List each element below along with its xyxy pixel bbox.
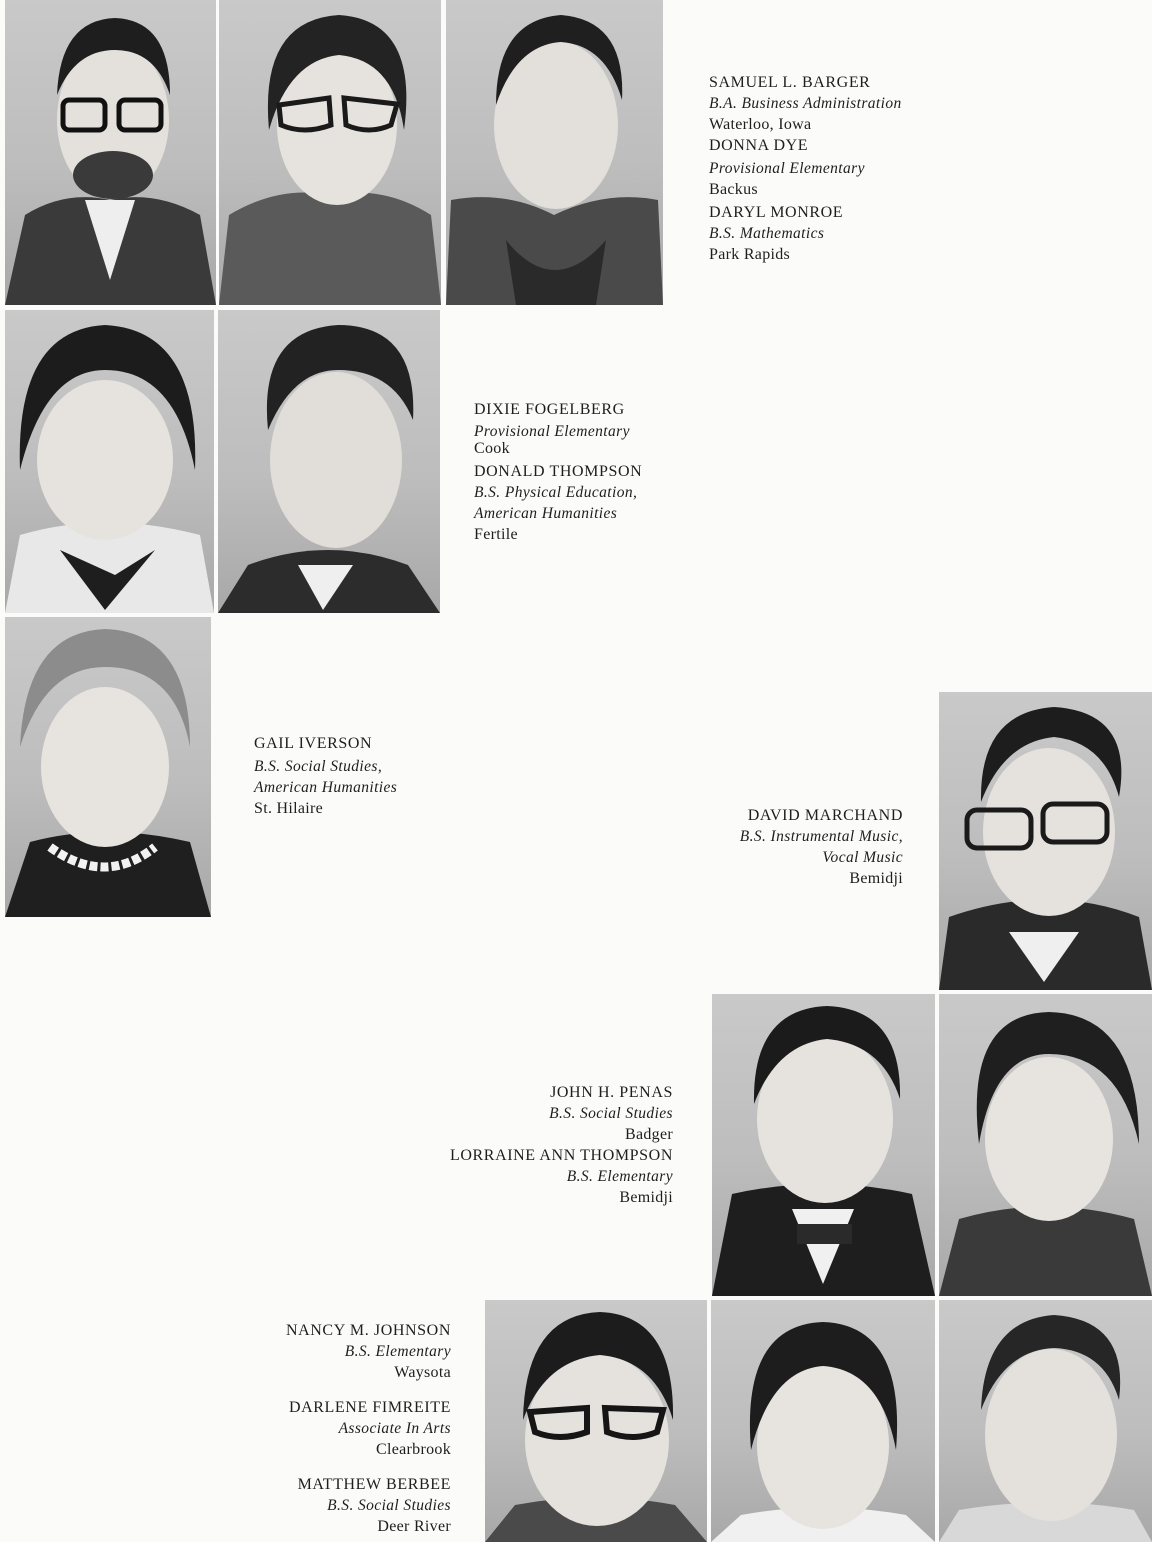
student-degree: B.S. Physical Education,	[474, 484, 638, 501]
student-name: SAMUEL L. BARGER	[709, 74, 871, 91]
student-degree: B.S. Instrumental Music,	[739, 828, 903, 845]
student-hometown: Badger	[624, 1126, 673, 1143]
student-hometown: Fertile	[474, 526, 518, 543]
portrait-photo-berbee	[939, 1300, 1152, 1542]
student-name: DONNA DYE	[709, 137, 809, 154]
caption-block-row-3	[254, 733, 397, 819]
student-hometown: Bemidji	[849, 870, 903, 887]
portrait-photo-donald-thompson	[218, 310, 440, 613]
student-degree: Provisional Elementary	[709, 160, 865, 177]
student-degree: American Humanities	[254, 779, 398, 796]
student-name: LORRAINE ANN THOMPSON	[450, 1147, 673, 1164]
student-degree: B.A. Business Administration	[709, 95, 902, 112]
student-hometown: Clearbrook	[376, 1441, 451, 1458]
student-hometown: Deer River	[377, 1518, 451, 1535]
caption-block-penas	[450, 1082, 673, 1208]
student-hometown: Waterloo, Iowa	[709, 116, 812, 133]
student-hometown: Cook	[474, 440, 510, 457]
student-hometown: St. Hilaire	[254, 800, 324, 817]
caption-block-row-2	[474, 399, 642, 545]
student-degree: Vocal Music	[822, 849, 903, 866]
portrait-photo-iverson	[5, 617, 211, 917]
student-degree: B.S. Mathematics	[709, 225, 825, 242]
student-degree: B.S. Social Studies,	[254, 758, 383, 775]
student-name: DONALD THOMPSON	[474, 463, 643, 480]
portrait-photo-dye	[219, 0, 441, 305]
portrait-photo-johnson	[485, 1300, 707, 1542]
caption-block-bottom	[286, 1320, 451, 1537]
student-hometown: Backus	[709, 181, 758, 198]
student-degree: B.S. Elementary	[344, 1343, 451, 1360]
portrait-photo-barger	[5, 0, 216, 305]
student-name: NANCY M. JOHNSON	[285, 1322, 451, 1339]
portrait-photo-monroe	[446, 0, 663, 305]
portrait-photo-penas	[712, 994, 935, 1296]
student-degree: B.S. Social Studies	[549, 1105, 673, 1122]
student-degree: American Humanities	[474, 505, 618, 522]
caption-block-row-1	[709, 72, 902, 265]
portrait-photo-fimreite	[711, 1300, 935, 1542]
portrait-photo-marchand	[939, 692, 1152, 990]
student-name: DAVID MARCHAND	[747, 807, 903, 824]
portrait-photo-fogelberg	[5, 310, 214, 613]
student-hometown: Park Rapids	[709, 246, 791, 263]
student-name: DARLENE FIMREITE	[288, 1399, 451, 1416]
student-name: JOHN H. PENAS	[550, 1084, 673, 1101]
student-name: GAIL IVERSON	[254, 735, 373, 752]
student-hometown: Bemidji	[619, 1189, 673, 1206]
student-name: DIXIE FOGELBERG	[474, 401, 625, 418]
student-name: DARYL MONROE	[709, 204, 844, 221]
student-name: MATTHEW BERBEE	[297, 1476, 451, 1493]
caption-block-marchand	[740, 805, 903, 889]
student-degree: Provisional Elementary	[474, 423, 630, 440]
student-degree: B.S. Elementary	[566, 1168, 673, 1185]
student-degree: B.S. Social Studies	[327, 1497, 451, 1514]
student-hometown: Waysota	[394, 1364, 451, 1381]
student-degree: Associate In Arts	[338, 1420, 451, 1437]
portrait-photo-lorraine-thompson	[939, 994, 1152, 1296]
